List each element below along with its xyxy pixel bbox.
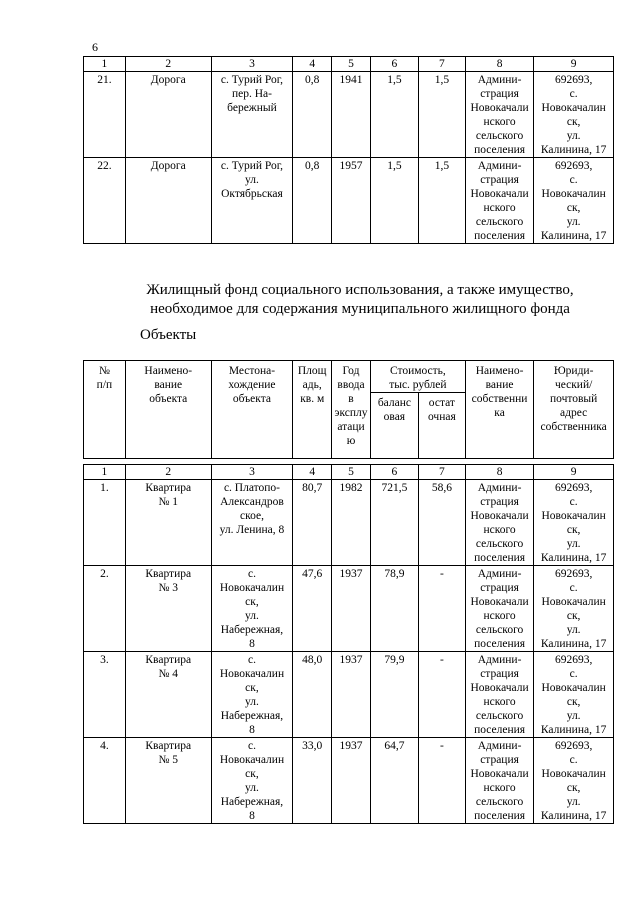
cell-owner-address <box>534 652 614 738</box>
cell-residual-cost-line: - <box>439 654 444 666</box>
col-number: 2 <box>125 465 211 480</box>
cell-number <box>84 480 126 566</box>
cell-location-line: ск, <box>245 682 259 694</box>
cell-owner-address-line: Новокачалин <box>541 510 606 522</box>
cell-owner-line: страция <box>480 496 519 508</box>
cell-location-line: с. Турий Рог, <box>220 160 284 172</box>
cell-owner-address-line: с. <box>569 496 578 508</box>
cell-owner-address-line: с. <box>569 174 578 186</box>
cell-name <box>125 158 211 244</box>
cell-location-line: 8 <box>249 638 255 650</box>
cell-owner-line: сельского <box>475 538 524 550</box>
cell-owner-address-line: Новокачалин <box>541 682 606 694</box>
col-number: 9 <box>534 465 614 480</box>
cell-number <box>84 72 126 158</box>
header-owner-line: Наимено- <box>475 365 524 377</box>
cell-owner-address-line: Калинина, 17 <box>540 552 607 564</box>
cell-location-line: ул. Ленина, 8 <box>219 524 285 536</box>
col-number: 6 <box>370 465 418 480</box>
col-number: 5 <box>332 57 371 72</box>
cell-name <box>125 652 211 738</box>
cell-name-line: № 5 <box>158 754 179 766</box>
cell-area <box>293 72 332 158</box>
cell-residual-cost-line: - <box>439 740 444 752</box>
cell-number-line: 21. <box>97 74 112 86</box>
table-row <box>84 480 614 566</box>
cell-name-line: № 4 <box>158 668 179 680</box>
header-year-line: ввода <box>337 379 365 391</box>
cell-number-line: 2. <box>100 568 109 580</box>
cell-area-line: 80,7 <box>302 482 323 494</box>
header-area-line: кв. м <box>300 393 325 405</box>
column-number-row <box>84 465 614 480</box>
cell-residual-cost-line: 1,5 <box>434 160 450 172</box>
header-area-line: адь, <box>302 379 322 391</box>
cell-owner-line: поселения <box>474 230 526 242</box>
cell-owner-address-line: 692693, <box>554 74 593 86</box>
cell-location-line: ул. <box>245 610 259 622</box>
cell-owner-address-line: Новокачалин <box>541 768 606 780</box>
table-row <box>84 738 614 824</box>
cell-name <box>125 738 211 824</box>
cell-location-line: Набережная, <box>220 710 284 722</box>
cell-owner-line: поселения <box>474 724 526 736</box>
header-name-line: Наимено- <box>144 365 193 377</box>
cell-balance-cost <box>370 158 418 244</box>
cell-number-line: 22. <box>97 160 112 172</box>
cell-owner-line: Новокачали <box>470 188 529 200</box>
cell-owner-address-line: Калинина, 17 <box>540 144 607 156</box>
cell-year <box>332 72 371 158</box>
col-number: 6 <box>370 57 418 72</box>
header-num <box>84 361 126 459</box>
cell-location-line: Набережная, <box>220 796 284 808</box>
cell-location-line: с. <box>247 740 256 752</box>
cell-owner-address-line: ск, <box>566 610 581 622</box>
cell-owner-line: Новокачали <box>470 102 529 114</box>
cell-owner-address-line: Калинина, 17 <box>540 230 607 242</box>
header-year-line: ю <box>346 435 356 447</box>
cell-area-line: 0,8 <box>305 74 320 86</box>
cell-name-line: Дорога <box>150 74 186 86</box>
cell-year <box>332 652 371 738</box>
cell-number-line: 4. <box>100 740 109 752</box>
cell-area-line: 33,0 <box>302 740 323 752</box>
cell-owner-line: страция <box>480 174 519 186</box>
header-addr-line: собственника <box>540 421 607 433</box>
col-number: 2 <box>125 57 211 72</box>
header-addr-line: адрес <box>560 407 588 419</box>
cell-owner-address-line: 692693, <box>554 160 593 172</box>
table-row <box>84 652 614 738</box>
cell-owner-address-line: ск, <box>566 696 581 708</box>
cell-residual-cost-line: 58,6 <box>431 482 452 494</box>
cell-location-line: ск, <box>245 596 259 608</box>
cell-owner-line: страция <box>480 582 519 594</box>
cell-owner-line: нского <box>483 696 516 708</box>
cell-residual-cost <box>418 652 465 738</box>
cell-area <box>293 158 332 244</box>
header-address <box>534 361 614 459</box>
cell-residual-cost <box>418 480 465 566</box>
page-number: 6 <box>92 40 98 54</box>
cell-location-line: ское, <box>239 510 264 522</box>
cell-name-line: № 1 <box>158 496 179 508</box>
cell-owner-line: сельского <box>475 624 524 636</box>
cell-location-line: 8 <box>249 724 255 736</box>
cell-owner-line: нского <box>483 782 516 794</box>
col-number: 8 <box>465 57 533 72</box>
header-loc-line: объекта <box>232 393 271 405</box>
cell-location-line: с. Турий Рог, <box>220 74 284 86</box>
header-owner-line: собственни <box>471 393 528 405</box>
cell-location-line: с. <box>247 568 256 580</box>
header-bal-line: баланс <box>377 397 411 409</box>
cell-owner-address-line: с. <box>569 668 578 680</box>
col-number: 1 <box>84 57 126 72</box>
table-row <box>84 566 614 652</box>
cell-area <box>293 480 332 566</box>
cell-owner-line: Админи- <box>477 482 522 494</box>
cell-owner-address <box>534 566 614 652</box>
section-subtitle: Объекты <box>140 327 197 343</box>
cell-owner-line: Новокачали <box>470 768 529 780</box>
header-name <box>125 361 211 459</box>
header-num-line: п/п <box>96 379 113 391</box>
cell-balance-cost-line: 1,5 <box>387 160 402 172</box>
cell-owner-address-line: с. <box>569 582 578 594</box>
col-number: 8 <box>465 465 533 480</box>
header-year-line: атаци <box>337 421 365 433</box>
header-loc-line: Местона- <box>228 365 276 377</box>
cell-owner-address-line: 692693, <box>554 740 593 752</box>
cell-location-line: Новокачалин <box>219 668 285 680</box>
cell-location-line: ул. <box>245 174 259 186</box>
cell-year-line: 1982 <box>339 482 363 494</box>
header-area-line: Площ <box>297 365 327 377</box>
header-loc-line: хождение <box>228 379 276 391</box>
cell-year <box>332 480 371 566</box>
col-number: 4 <box>293 465 332 480</box>
continued-table <box>83 56 614 244</box>
header-owner <box>465 361 533 459</box>
header-balance <box>370 393 418 459</box>
cell-owner-address-line: ул. <box>566 538 581 550</box>
cell-year <box>332 738 371 824</box>
cell-location-line: Новокачалин <box>219 582 285 594</box>
header-year-line: Год <box>342 365 360 377</box>
cell-balance-cost-line: 721,5 <box>381 482 408 494</box>
cell-location <box>211 158 293 244</box>
cell-owner-line: нского <box>483 202 516 214</box>
cell-location-line: 8 <box>249 810 255 822</box>
cell-year-line: 1937 <box>339 654 363 666</box>
cell-owner-line: поселения <box>474 144 526 156</box>
cell-owner-line: сельского <box>475 216 524 228</box>
cell-owner-address-line: ул. <box>566 216 581 228</box>
cell-residual-cost <box>418 72 465 158</box>
cell-location <box>211 566 293 652</box>
section-title-line-1: Жилищный фонд социального использования, а также имущество, <box>146 282 574 298</box>
cell-owner-line: сельского <box>475 796 524 808</box>
cell-owner-line: поселения <box>474 810 526 822</box>
cell-area-line: 48,0 <box>302 654 323 666</box>
header-year-line: эксплу <box>334 407 368 419</box>
cell-number <box>84 738 126 824</box>
cell-owner-line: страция <box>480 668 519 680</box>
cell-location-line: ул. <box>245 782 259 794</box>
header-location <box>211 361 293 459</box>
cell-residual-cost <box>418 738 465 824</box>
cell-owner-line: нского <box>483 116 516 128</box>
cell-owner <box>465 158 533 244</box>
table-row <box>84 72 614 158</box>
cell-balance-cost-line: 64,7 <box>384 740 405 752</box>
cell-year-line: 1937 <box>339 568 363 580</box>
col-number: 3 <box>211 57 293 72</box>
col-number: 1 <box>84 465 126 480</box>
cell-owner-address-line: 692693, <box>554 568 593 580</box>
col-number: 7 <box>418 465 465 480</box>
cell-name-line: Квартира <box>145 654 192 666</box>
cell-owner <box>465 738 533 824</box>
cell-location-line: ск, <box>245 768 259 780</box>
col-number: 3 <box>211 465 293 480</box>
header-num-line: № <box>98 365 110 377</box>
header-residual <box>418 393 465 459</box>
cell-balance-cost-line: 79,9 <box>384 654 405 666</box>
section-title-line-2: необходимое для содержания муниципального жилищного фонда <box>150 301 570 317</box>
cell-location-line: Новокачалин <box>219 754 285 766</box>
cell-year <box>332 566 371 652</box>
cell-owner <box>465 72 533 158</box>
header-year-line: в <box>348 393 354 405</box>
cell-area <box>293 566 332 652</box>
cell-name <box>125 480 211 566</box>
cell-location <box>211 652 293 738</box>
cell-location-line: с. <box>247 654 256 666</box>
objects-table <box>83 464 614 824</box>
cell-name-line: Квартира <box>145 568 192 580</box>
cell-owner-line: Админи- <box>477 740 522 752</box>
cell-location <box>211 480 293 566</box>
cell-owner-line: Новокачали <box>470 510 529 522</box>
cell-number <box>84 158 126 244</box>
cell-owner-line: сельского <box>475 710 524 722</box>
cell-owner-line: страция <box>480 754 519 766</box>
cell-number-line: 1. <box>100 482 109 494</box>
cell-location-line: ул. <box>245 696 259 708</box>
cell-owner-address-line: с. <box>569 754 578 766</box>
cell-owner-line: Админи- <box>477 160 522 172</box>
cell-name-line: Квартира <box>145 740 192 752</box>
cell-owner-address-line: ск, <box>566 116 581 128</box>
cell-owner-address-line: ул. <box>566 710 581 722</box>
cell-owner-line: Админи- <box>477 654 522 666</box>
cell-owner-line: нского <box>483 524 516 536</box>
header-cost <box>370 361 465 393</box>
cell-balance-cost-line: 1,5 <box>387 74 402 86</box>
cell-owner-address-line: Новокачалин <box>541 188 606 200</box>
cell-location-line: Александров <box>220 496 284 508</box>
cell-location-line: Октябрьская <box>221 188 283 200</box>
col-number: 5 <box>332 465 371 480</box>
cell-owner-address-line: 692693, <box>554 654 593 666</box>
cell-owner-address-line: Калинина, 17 <box>540 638 607 650</box>
cell-owner-address <box>534 158 614 244</box>
header-bal-line: овая <box>383 411 406 423</box>
cell-residual-cost <box>418 158 465 244</box>
cell-owner-address-line: Новокачалин <box>541 596 606 608</box>
header-addr-line: ческий/ <box>554 379 593 391</box>
cell-balance-cost <box>370 566 418 652</box>
header-table <box>83 360 614 459</box>
cell-number <box>84 652 126 738</box>
cell-name-line: Квартира <box>145 482 192 494</box>
cell-residual-cost-line: 1,5 <box>434 74 450 86</box>
cell-area-line: 0,8 <box>305 160 320 172</box>
cell-owner-line: нского <box>483 610 516 622</box>
cell-year-line: 1957 <box>339 160 363 172</box>
header-owner-line: вание <box>485 379 514 391</box>
cell-number-line: 3. <box>100 654 109 666</box>
header-year <box>332 361 371 459</box>
cell-balance-cost <box>370 72 418 158</box>
header-name-line: объекта <box>149 393 188 405</box>
col-number: 4 <box>293 57 332 72</box>
header-area <box>293 361 332 459</box>
cell-owner-address <box>534 72 614 158</box>
cell-name-line: Дорога <box>150 160 186 172</box>
cell-owner-address-line: с. <box>569 88 578 100</box>
cell-owner-address-line: Калинина, 17 <box>540 810 607 822</box>
col-number: 9 <box>534 57 614 72</box>
cell-owner <box>465 652 533 738</box>
cell-owner <box>465 566 533 652</box>
cell-number <box>84 566 126 652</box>
header-addr-line: почтовый <box>549 393 598 405</box>
cell-balance-cost <box>370 738 418 824</box>
cell-owner-address-line: ск, <box>566 202 581 214</box>
cell-name-line: № 3 <box>158 582 179 594</box>
table-row <box>84 158 614 244</box>
cell-owner-address-line: ул. <box>566 130 581 142</box>
cell-owner-address-line: Новокачалин <box>541 102 606 114</box>
cell-residual-cost <box>418 566 465 652</box>
cell-owner-line: поселения <box>474 638 526 650</box>
cell-balance-cost-line: 78,9 <box>384 568 405 580</box>
header-cost-line: Стоимость, <box>389 365 446 377</box>
header-addr-line: Юриди- <box>553 365 594 377</box>
cell-owner-address <box>534 480 614 566</box>
cell-year-line: 1937 <box>339 740 363 752</box>
cell-owner-line: страция <box>480 88 519 100</box>
cell-owner <box>465 480 533 566</box>
cell-owner-line: Админи- <box>477 74 522 86</box>
cell-owner-line: Новокачали <box>470 682 529 694</box>
cell-owner-address-line: ск, <box>566 524 581 536</box>
col-number: 7 <box>418 57 465 72</box>
cell-location-line: бережный <box>227 102 277 114</box>
cell-owner-address-line: ул. <box>566 624 581 636</box>
cell-area-line: 47,6 <box>302 568 323 580</box>
cell-owner-address-line: ул. <box>566 796 581 808</box>
cell-location <box>211 72 293 158</box>
header-owner-line: ка <box>494 407 505 419</box>
cell-owner-line: сельского <box>475 130 524 142</box>
cell-name <box>125 566 211 652</box>
cell-owner-address-line: 692693, <box>554 482 593 494</box>
column-number-row <box>84 57 614 72</box>
cell-owner-line: Новокачали <box>470 596 529 608</box>
cell-owner-address-line: ск, <box>566 782 581 794</box>
cell-location-line: пер. На- <box>231 88 272 100</box>
cell-residual-cost-line: - <box>439 568 444 580</box>
header-rest-line: очная <box>427 411 456 423</box>
cell-area <box>293 738 332 824</box>
cell-location-line: с. Платопо- <box>223 482 280 494</box>
cell-location <box>211 738 293 824</box>
cell-owner-line: Админи- <box>477 568 522 580</box>
cell-year <box>332 158 371 244</box>
cell-owner-line: поселения <box>474 552 526 564</box>
cell-name <box>125 72 211 158</box>
cell-year-line: 1941 <box>339 74 363 86</box>
header-cost-line: тыс. рублей <box>389 379 447 391</box>
cell-owner-address <box>534 738 614 824</box>
header-rest-line: остат <box>428 397 455 409</box>
cell-area <box>293 652 332 738</box>
cell-balance-cost <box>370 480 418 566</box>
header-name-line: вание <box>154 379 183 391</box>
cell-balance-cost <box>370 652 418 738</box>
cell-owner-address-line: Калинина, 17 <box>540 724 607 736</box>
cell-location-line: Набережная, <box>220 624 284 636</box>
